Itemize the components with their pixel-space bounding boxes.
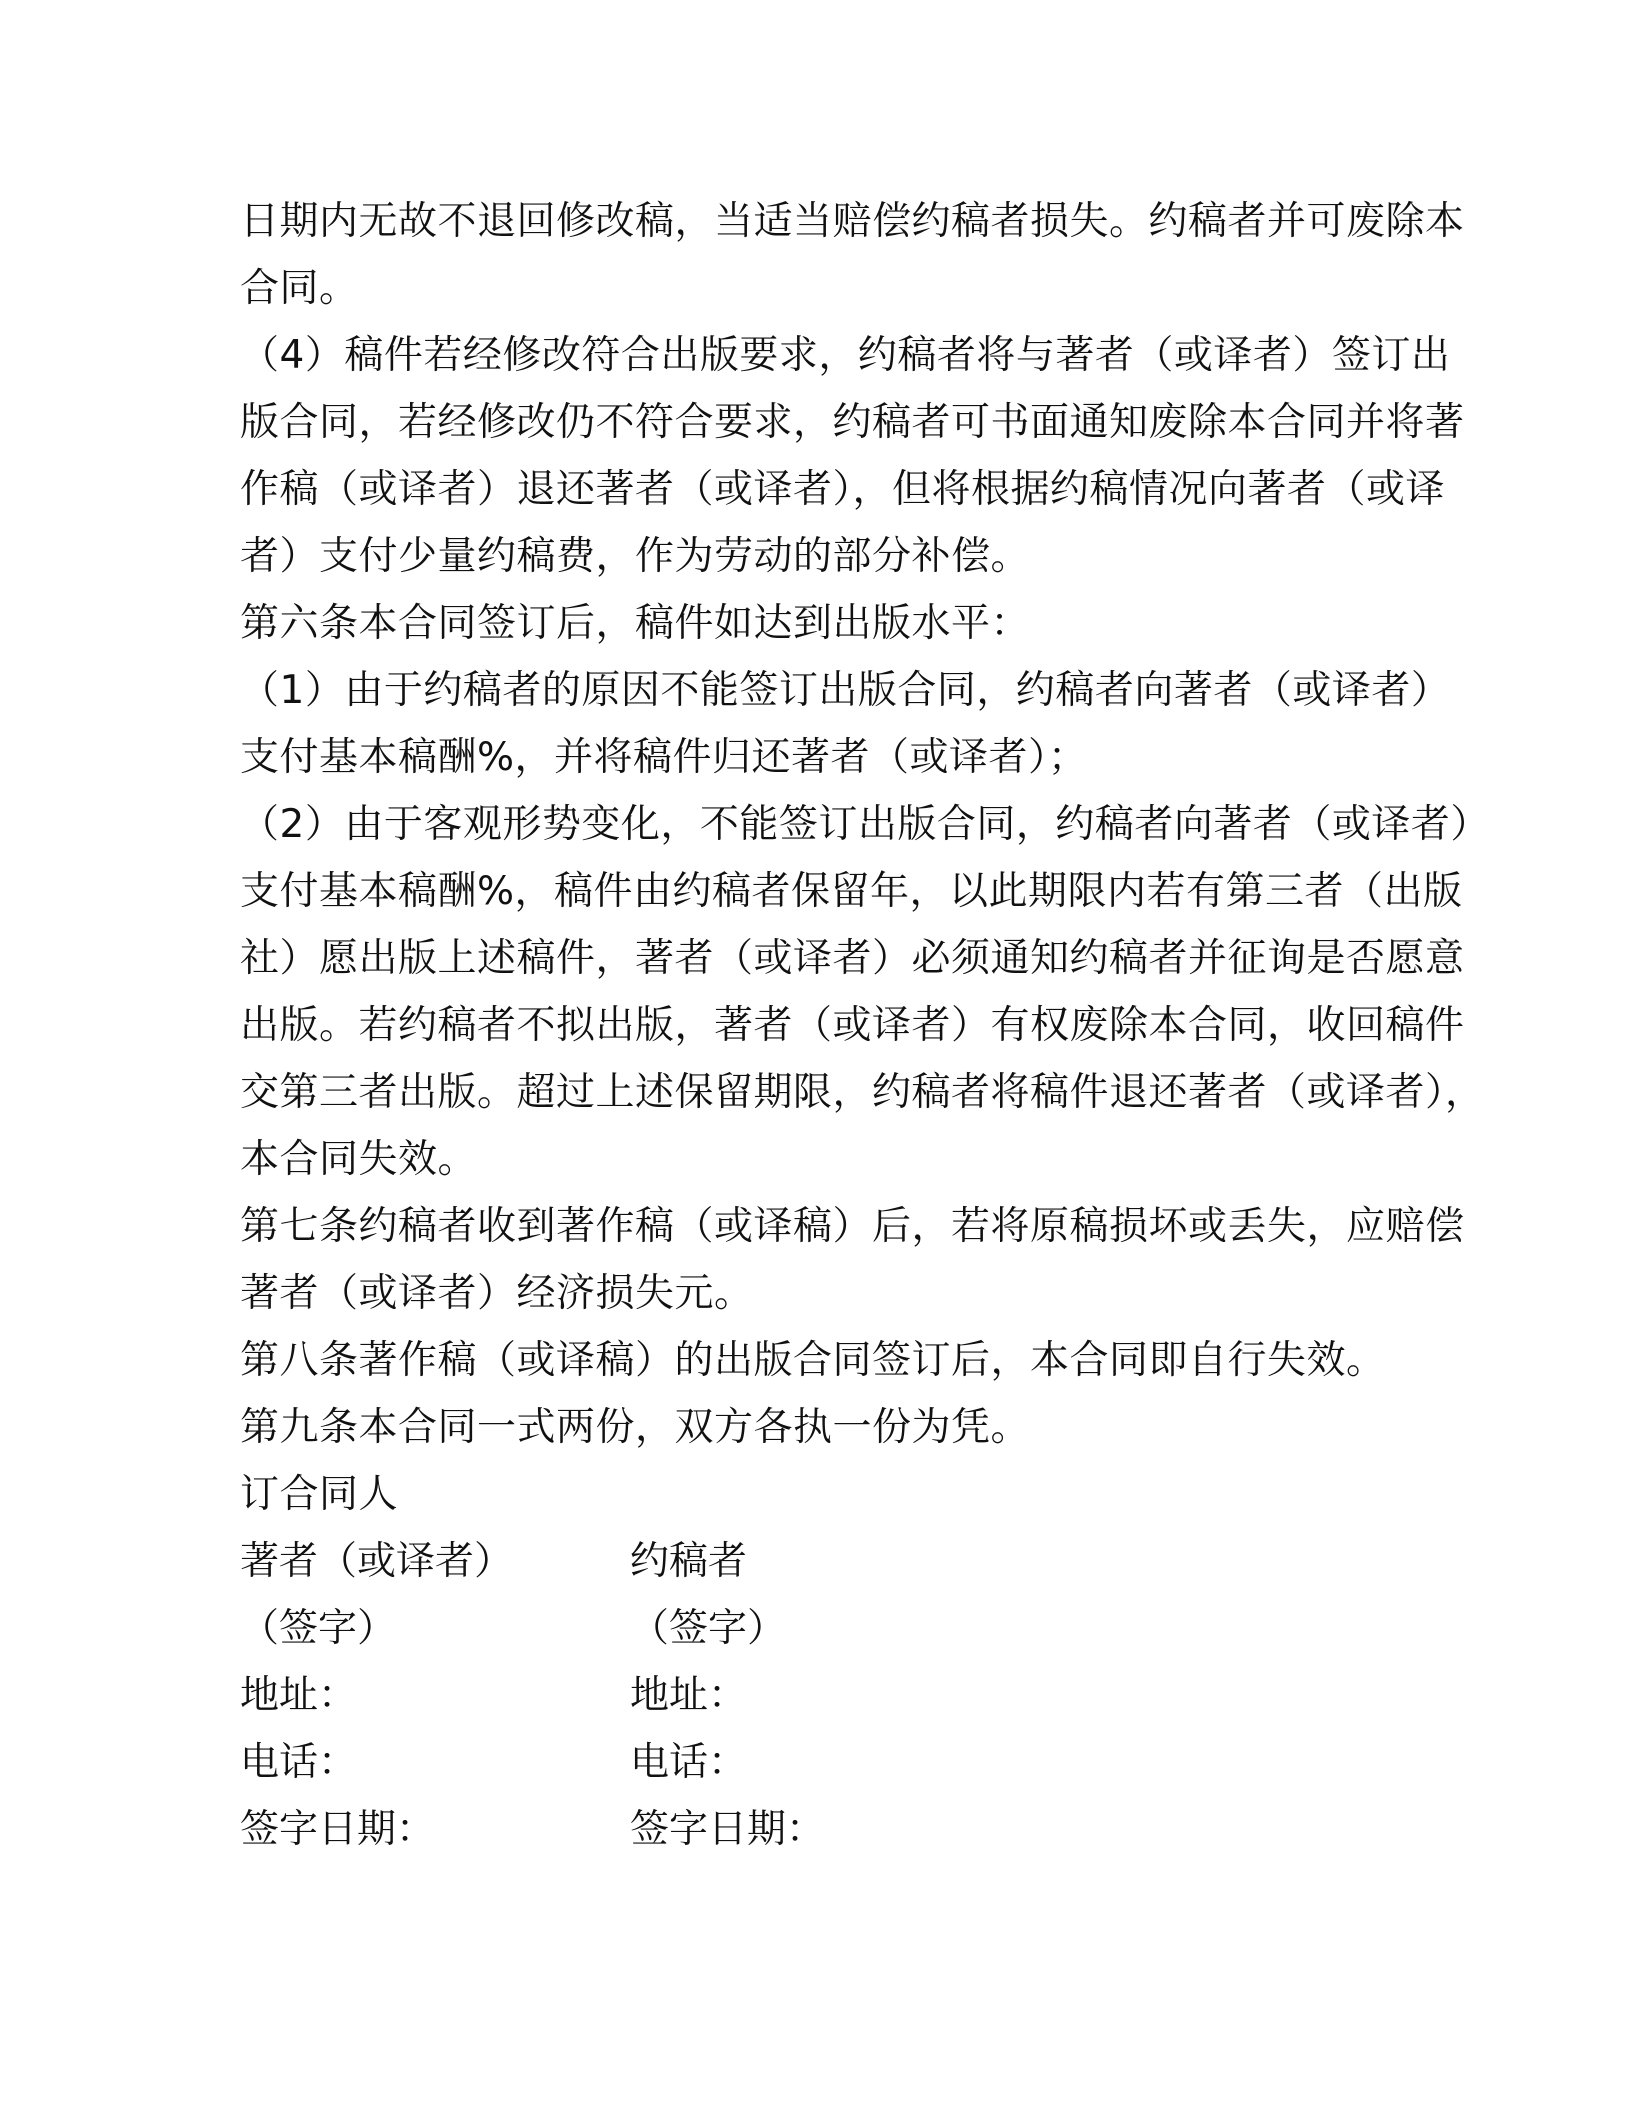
body-line-15: 本合同失效。: [240, 1137, 478, 1182]
author-phone-label: 电话：: [240, 1740, 358, 1785]
article-7-line-2: 著者（或译者）经济损失元。: [240, 1271, 754, 1316]
signatories-heading: 订合同人: [240, 1472, 399, 1517]
author-date-label: 签字日期：: [240, 1807, 436, 1852]
commissioner-address-label: 地址：: [630, 1673, 748, 1718]
body-line-12: 社）愿出版上述稿件，著者（或译者）必须通知约稿者并征询是否愿意: [240, 936, 1465, 981]
body-line-10: （2）由于客观形势变化，不能签订出版合同，约稿者向著者（或译者）: [240, 802, 1490, 847]
article-8: 第八条著作稿（或译稿）的出版合同签订后，本合同即自行失效。: [240, 1338, 1386, 1383]
signature-sign-row: [240, 1595, 1392, 1662]
body-line-8: （1）由于约稿者的原因不能签订出版合同，约稿者向著者（或译者）: [240, 668, 1451, 713]
commissioner-party-label: 约稿者: [630, 1539, 748, 1584]
article-6-heading: 第六条本合同签订后，稿件如达到出版水平：: [240, 601, 1031, 646]
document-page: [240, 188, 1490, 1863]
signature-date-row: [240, 1796, 1392, 1863]
commissioner-date-label: 签字日期：: [630, 1807, 826, 1852]
signature-party-row: [240, 1528, 1392, 1595]
article-9: 第九条本合同一式两份，双方各执一份为凭。: [240, 1405, 1031, 1450]
body-line-11: 支付基本稿酬%，稿件由约稿者保留年，以此期限内若有第三者（出版: [240, 869, 1463, 914]
body-line-1: 日期内无故不退回修改稿，当适当赔偿约稿者损失。约稿者并可废除本: [240, 199, 1465, 244]
body-line-14: 交第三者出版。超过上述保留期限，约稿者将稿件退还著者（或译者），: [240, 1070, 1485, 1115]
body-line-2: 合同。: [240, 266, 359, 311]
signature-address-row: [240, 1662, 1392, 1729]
body-line-5: 作稿（或译者）退还著者（或译者），但将根据约稿情况向著者（或译: [240, 467, 1446, 512]
body-line-13: 出版。若约稿者不拟出版，著者（或译者）有权废除本合同，收回稿件: [240, 1003, 1465, 1048]
body-line-9: 支付基本稿酬%，并将稿件归还著者（或译者）；: [240, 735, 1088, 780]
author-sign-label: （签字）: [240, 1606, 397, 1651]
commissioner-phone-label: 电话：: [630, 1740, 748, 1785]
commissioner-sign-label: （签字）: [630, 1606, 787, 1651]
body-line-3: （4）稿件若经修改符合出版要求，约稿者将与著者（或译者）签订出: [240, 333, 1451, 378]
author-party-label: 著者（或译者）: [240, 1539, 514, 1584]
body-line-6: 者）支付少量约稿费，作为劳动的部分补偿。: [240, 534, 1031, 579]
signature-phone-row: [240, 1729, 1392, 1796]
article-7-line-1: 第七条约稿者收到著作稿（或译稿）后，若将原稿损坏或丢失，应赔偿: [240, 1204, 1465, 1249]
author-address-label: 地址：: [240, 1673, 358, 1718]
body-line-4: 版合同，若经修改仍不符合要求，约稿者可书面通知废除本合同并将著: [240, 400, 1465, 445]
